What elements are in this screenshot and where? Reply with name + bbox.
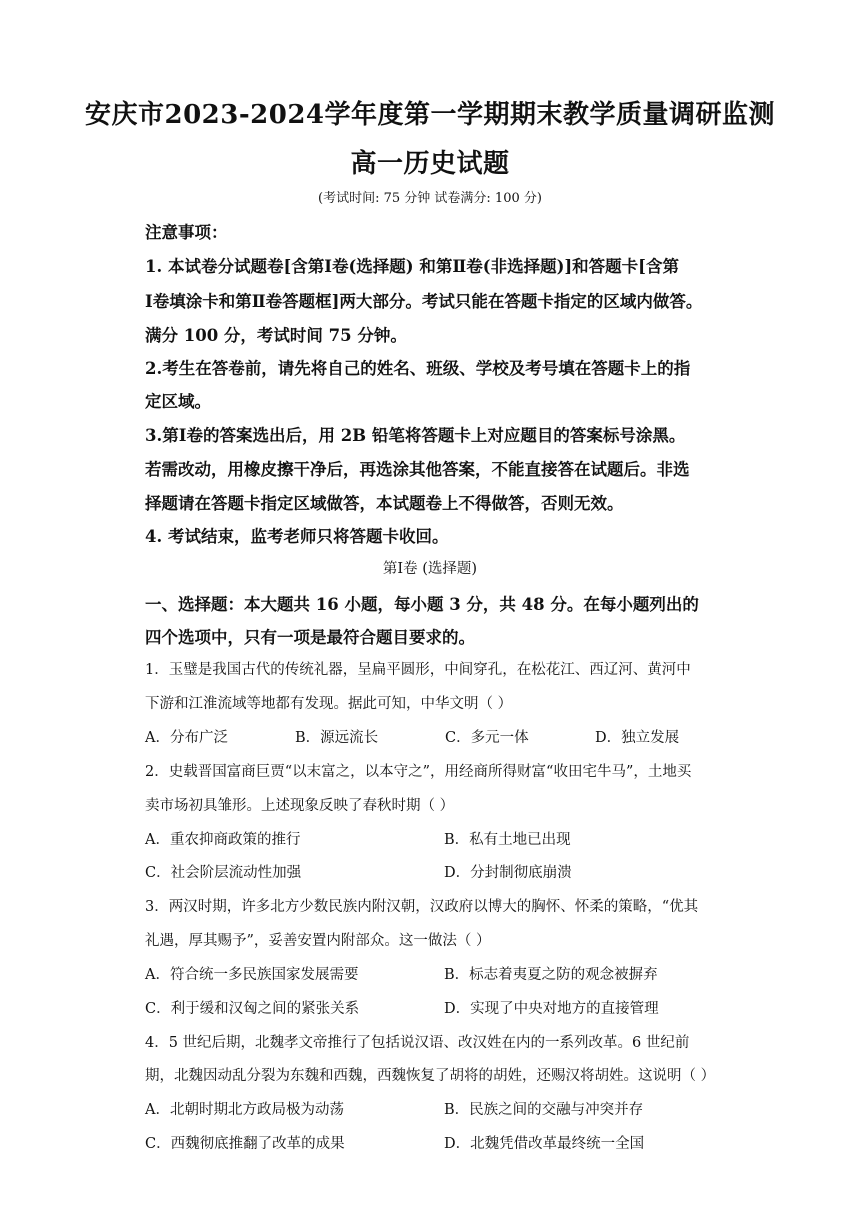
note-line: Ⅰ卷填涂卡和第Ⅱ卷答题框]两大部分。考试只能在答题卡指定的区域内做答。	[145, 292, 703, 311]
question-4-stem: 期，北魏因动乱分裂为东魏和西魏，西魏恢复了胡将的胡姓，还赐汉将胡姓。这说明（ ）	[145, 1068, 716, 1084]
note-line: 4. 考试结束，监考老师只将答题卡收回。	[145, 527, 449, 546]
question-4-options	[145, 1132, 735, 1154]
note-line: 2.考生在答卷前，请先将自己的姓名、班级、学校及考号填在答题卡上的指	[145, 359, 691, 378]
question-2-stem: 2．史载晋国富商巨贾“以末富之，以本守之”，用经商所得财富“收田宅牛马”，土地买	[145, 764, 692, 780]
option-a: A．分布广泛	[145, 730, 228, 746]
question-3-stem: 礼遇，厚其赐予”，妥善安置内附部众。这一做法（ ）	[145, 933, 491, 949]
question-2-options	[145, 861, 735, 883]
note-line: 3.第Ⅰ卷的答案选出后，用 2B 铅笔将答题卡上对应题目的答案标号涂黑。	[145, 426, 686, 445]
option-c: C．多元一体	[445, 730, 529, 746]
question-1-stem: 1．玉璧是我国古代的传统礼器，呈扁平圆形，中间穿孔，在松花江、西辽河、黄河中	[145, 662, 691, 678]
note-line: 满分 100 分，考试时间 75 分钟。	[145, 326, 407, 345]
question-3-stem: 3．两汉时期，许多北方少数民族内附汉朝，汉政府以博大的胸怀、怀柔的策略，“优其	[145, 899, 699, 915]
option-d: D．独立发展	[595, 730, 680, 746]
option-c: C．西魏彻底推翻了改革的成果	[145, 1136, 345, 1152]
question-2-stem: 卖市场初具雏形。上述现象反映了春秋时期（ ）	[145, 798, 455, 814]
option-d: D．北魏凭借改革最终统一全国	[444, 1136, 645, 1152]
option-a: A．北朝时期北方政局极为动荡	[145, 1102, 344, 1118]
note-line: 1. 本试卷分试题卷[含第Ⅰ卷(选择题) 和第Ⅱ卷(非选择题)]和答题卡[含第	[145, 257, 679, 276]
option-d: D．实现了中央对地方的直接管理	[444, 1001, 659, 1017]
question-4-options	[145, 1098, 735, 1120]
notes-heading: 注意事项：	[145, 223, 228, 242]
section-instruction: 四个选项中，只有一项是最符合题目要求的。	[145, 628, 475, 647]
note-line: 择题请在答题卡指定区域做答，本试题卷上不得做答，否则无效。	[145, 494, 624, 513]
option-a: A．重农抑商政策的推行	[145, 832, 301, 848]
option-c: C．社会阶层流动性加强	[145, 865, 302, 881]
note-line: 若需改动，用橡皮擦干净后，再选涂其他答案，不能直接答在试题后。非选	[145, 460, 690, 479]
option-b: B．民族之间的交融与冲突并存	[444, 1102, 644, 1118]
option-c: C．利于缓和汉匈之间的紧张关系	[145, 1001, 360, 1017]
question-3-options	[145, 963, 735, 985]
question-2-options	[145, 828, 735, 850]
exam-info: (考试时间: 75 分钟 试卷满分: 100 分)	[318, 191, 542, 206]
note-line: 定区域。	[145, 392, 211, 411]
question-3-options	[145, 997, 735, 1019]
question-1-stem: 下游和江淮流域等地都有发现。据此可知，中华文明（ ）	[145, 696, 513, 712]
exam-subject-title: 高一历史试题	[350, 149, 510, 179]
option-d: D．分封制彻底崩溃	[444, 865, 572, 881]
page-title: 安庆市2023-2024学年度第一学期期末教学质量调研监测	[84, 100, 776, 130]
option-a: A．符合统一多民族国家发展需要	[145, 967, 359, 983]
option-b: B．源远流长	[295, 730, 379, 746]
section-instruction: 一、选择题：本大题共 16 小题，每小题 3 分，共 48 分。在每小题列出的	[145, 595, 699, 614]
section-label: 第Ⅰ卷 (选择题)	[382, 561, 478, 577]
option-b: B．标志着夷夏之防的观念被摒弃	[444, 967, 658, 983]
question-4-stem: 4．5 世纪后期，北魏孝文帝推行了包括说汉语、改汉姓在内的一系列改革。6 世纪前	[145, 1035, 690, 1051]
question-1-options	[145, 726, 735, 748]
option-b: B．私有土地已出现	[444, 832, 571, 848]
